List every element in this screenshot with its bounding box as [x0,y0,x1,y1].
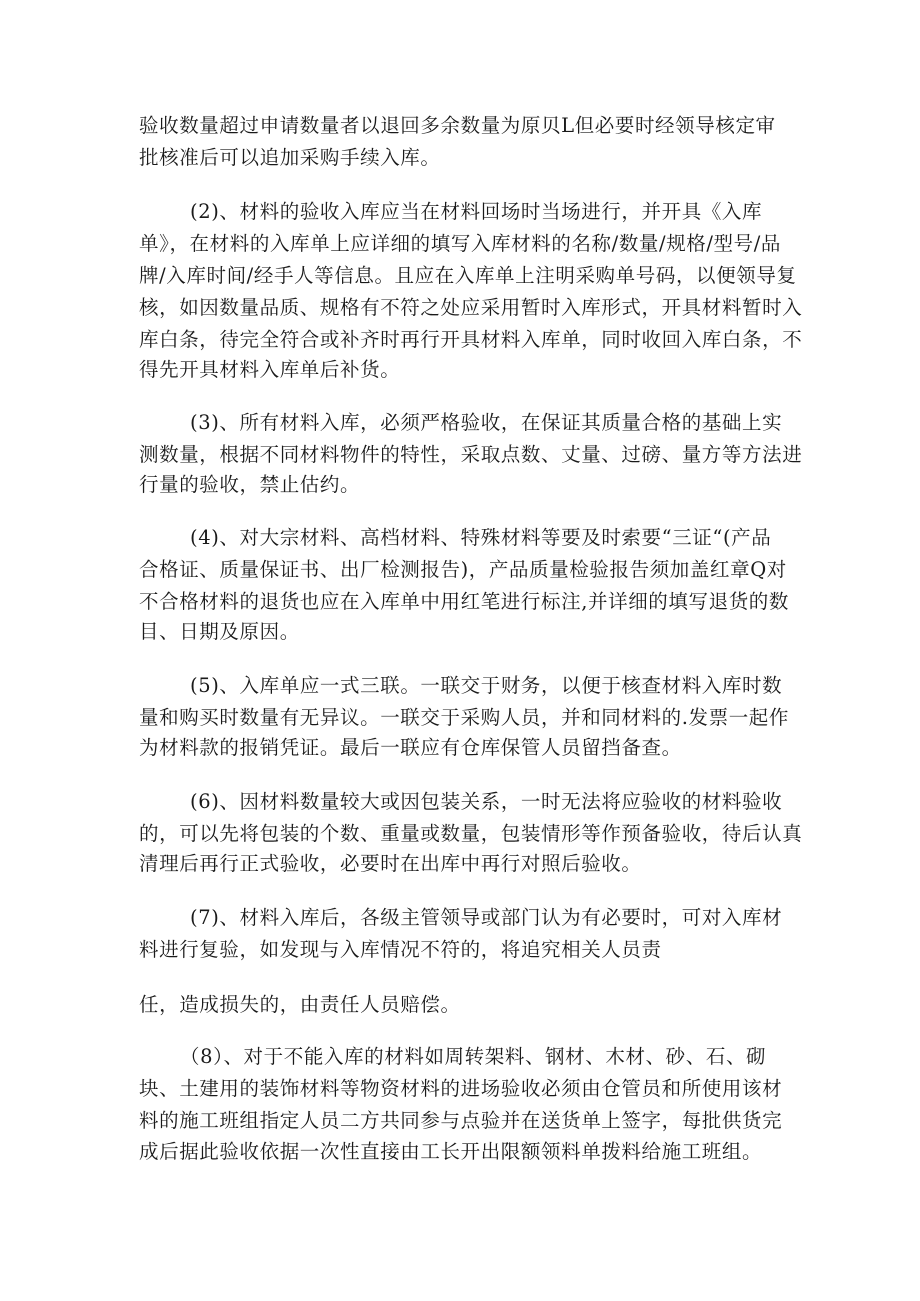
text-line: 库白条，待完全符合或补齐时再行开具材料入库单，同时收回入库白条，不 [139,328,803,351]
paragraph-7-start: (7)、材料入库后，各级主管领导或部门认为有必要时，可对入库材 [190,906,783,929]
paragraph-6-start: (6)、因材料数量较大或因包装关系，一时无法将应验收的材料验收 [190,790,783,813]
text-line: 目、日期及原因。 [139,620,300,643]
text-line: 测数量，根据不同材料物件的特性，采取点数、丈量、过磅、量方等方法进 [139,443,803,466]
text-line: 料的施工班组指定人员二方共同参与点验并在送货单上签字，每批供货完 [139,1109,783,1132]
text-line: 成后据此验收依据一次性直接由工长开出限额领料单拨料给施工班组。 [139,1140,763,1163]
text-line: 行量的验收，禁止估约。 [139,473,361,496]
text-line: 合格证、质量保证书、出厂检测报告)，产品质量检验报告须加盖红章Q对 [139,558,787,581]
text-line: 为材料款的报销凭证。最后一联应有仓库保管人员留挡备查。 [139,736,682,759]
text-line: 得先开具材料入库单后补货。 [139,358,401,381]
text-line: 的，可以先将包装的个数、重量或数量，包装情形等作预备验收，待后认真 [139,822,803,845]
text-line: 验收数量超过申请数量者以退回多余数量为原贝L但必要时经领导核定审 [139,114,776,137]
text-line: 清理后再行正式验收，必要时在出库中再行对照后验收。 [139,852,642,875]
text-line: 不合格材料的退货也应在入库单中用红笔进行标注,并详细的填写退货的数 [139,590,789,613]
paragraph-5-start: (5)、入库单应一式三联。一联交于财务，以便于核查材料入库时数 [190,674,783,697]
paragraph-3-start: (3)、所有材料入库，必须严格验收，在保证其质量合格的基础上实 [190,411,783,434]
text-line: 牌/入库时间/经手人等信息。且应在入库单上注明采购单号码，以便领导复 [139,264,797,287]
paragraph-8-start: （8）、对于不能入库的材料如周转架料、钢材、木材、砂、石、砌 [180,1045,767,1068]
text-line: 量和购买时数量有无异议。一联交于采购人员，并和同材料的.发票一起作 [139,706,789,729]
text-line: 核，如因数量品质、规格有不符之处应采用暂时入库形式，开具材料暂时入 [139,296,803,319]
paragraph-2-start: (2)、材料的验收入库应当在材料回场时当场进行，并开具《入库 [190,200,763,223]
text-line: 批核准后可以追加采购手续入库。 [139,146,441,169]
text-line: 料进行复验，如发现与入库情况不符的，将追究相关人员责 [139,938,662,961]
paragraph-4-start: (4)、对大宗材料、高档材料、特殊材料等要及时索要“三证“(产品 [190,526,772,549]
text-line: 单》，在材料的入库单上应详细的填写入库材料的名称/数量/规格/型号/品 [139,232,782,255]
text-line: 块、土建用的装饰材料等物资材料的进场验收必须由仓管员和所使用该材 [139,1077,783,1100]
text-line: 任，造成损失的，由责任人员赔偿。 [139,993,461,1016]
